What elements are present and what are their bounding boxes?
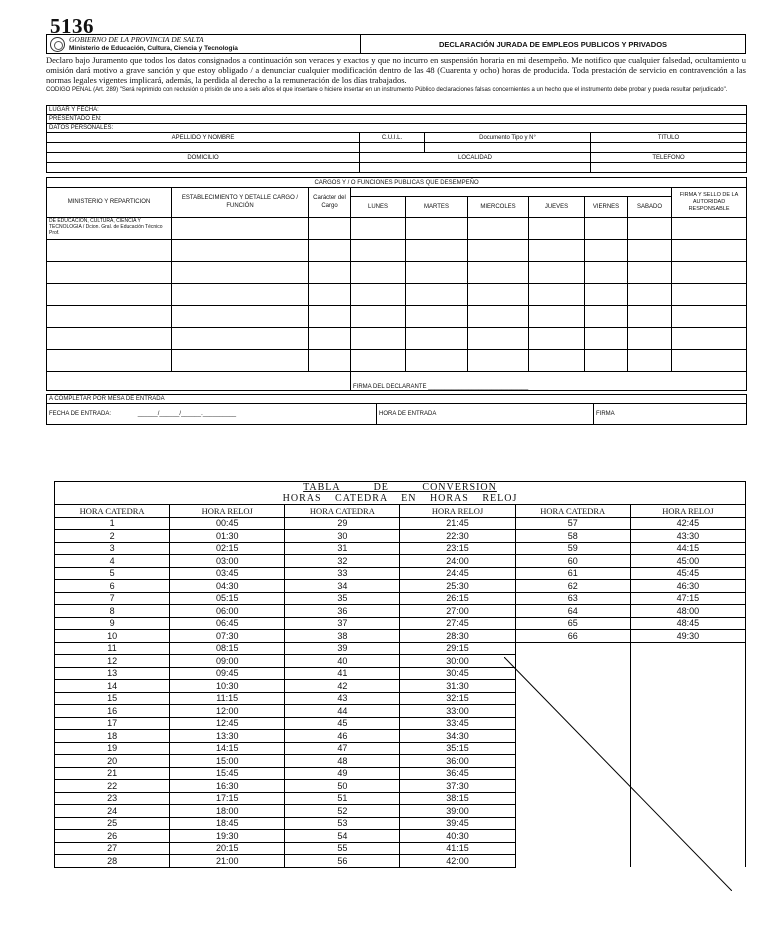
conversion-cell: 66 [515,630,630,643]
conversion-header-cell: HORA CATEDRA [55,505,170,518]
conversion-cell: 36:00 [400,755,515,768]
conversion-cell: 14 [55,680,170,693]
conversion-cell: 08:15 [170,642,285,655]
mesa-entrada-table [46,394,747,425]
conversion-cell: 31:30 [400,680,515,693]
cargo-cell[interactable] [309,350,351,372]
cargo-cell[interactable] [309,262,351,284]
conversion-cell: 11 [55,642,170,655]
cargo-cell[interactable] [672,328,747,350]
cargo-cell[interactable] [628,240,672,262]
cargo-ministerio-cell[interactable]: DE EDUCACION, CULTURA, CIENCIA Y TECNOLOGIA / Dcion. Gral. de Educación Técnico Prof. [47,218,172,240]
conversion-cell: 18:45 [170,817,285,830]
table-row [55,592,746,605]
cargo-cell[interactable] [309,240,351,262]
conversion-cell: 44 [285,705,400,718]
conversion-title: TABLA DE CONVERSION [55,482,746,494]
conversion-cell: 45:00 [630,555,745,568]
cargo-cell[interactable] [172,262,309,284]
cargo-cell[interactable] [309,328,351,350]
form-title: DECLARACIÓN JURADA DE EMPLEOS PUBLICOS Y PRIVADOS [438,39,668,49]
conversion-cell: 11:15 [170,692,285,705]
cargo-cell[interactable] [628,306,672,328]
conversion-cell: 4 [55,555,170,568]
conversion-cell: 16:30 [170,780,285,793]
conversion-cell: 29 [285,517,400,530]
conversion-cell: 15 [55,692,170,705]
cargo-cell[interactable] [351,240,406,262]
day-header-jueves: JUEVES [529,197,585,218]
conversion-cell: 20 [55,755,170,768]
table-row [55,580,746,593]
firma-field[interactable]: FIRMA [594,404,747,425]
conversion-cell: 38 [285,630,400,643]
conversion-cell: 33:45 [400,717,515,730]
cargo-cell[interactable] [585,328,628,350]
form-number: 5136 [50,14,94,38]
cargo-cell[interactable] [309,218,351,240]
cargo-cell[interactable] [351,328,406,350]
conversion-cell: 34:30 [400,730,515,743]
conversion-cell: 64 [515,605,630,618]
cargo-cell[interactable] [628,284,672,306]
cargo-row [47,284,747,306]
cargo-cell[interactable] [47,350,172,372]
conversion-cell: 41 [285,667,400,680]
cargo-cell[interactable] [309,306,351,328]
conversion-cell: 20:15 [170,842,285,855]
telefono-header: TELEFONO [591,153,747,163]
conversion-cell: 23:15 [400,542,515,555]
domicilio-header: DOMICILIO [47,153,360,163]
conversion-cell: 19:30 [170,830,285,843]
documento-header: Documento Tipo y N° [425,133,591,143]
conversion-cell: 42:00 [400,855,515,868]
cargo-row [47,328,747,350]
table-row [55,617,746,630]
conversion-cell: 9 [55,617,170,630]
conversion-cell: 27:00 [400,605,515,618]
conversion-cell: 54 [285,830,400,843]
cargo-cell[interactable] [585,218,628,240]
conversion-cell: 40 [285,655,400,668]
conversion-cell: 15:45 [170,767,285,780]
conversion-cell: 48:00 [630,605,745,618]
conversion-cell: 26 [55,830,170,843]
conversion-cell: 26:15 [400,592,515,605]
cargo-cell[interactable] [406,328,468,350]
conversion-cell: 56 [285,855,400,868]
conversion-cell: 39:00 [400,805,515,818]
conversion-cell: 27:45 [400,617,515,630]
conversion-cell: 40:30 [400,830,515,843]
conversion-cell: 12 [55,655,170,668]
cargos-title: CARGOS Y / O FUNCIONES PUBLICAS QUE DESEMPEÑO [47,178,747,188]
organization-block [47,35,361,53]
lugar-fecha-field[interactable]: LUGAR Y FECHA: [47,106,747,115]
cargo-cell[interactable] [585,350,628,372]
conversion-cell: 32 [285,555,400,568]
conversion-cell: 2 [55,530,170,543]
cargo-cell[interactable] [672,306,747,328]
conversion-cell: 10:30 [170,680,285,693]
conversion-cell: 13 [55,667,170,680]
day-header-sabado: SABADO [628,197,672,218]
conversion-cell: 46 [285,730,400,743]
conversion-header-cell: HORA RELOJ [630,505,745,518]
conversion-cell: 21:45 [400,517,515,530]
conversion-cell: 06:45 [170,617,285,630]
conversion-cell: 47 [285,742,400,755]
conversion-cell: 31 [285,542,400,555]
cargo-cell[interactable] [47,328,172,350]
conversion-cell: 42 [285,680,400,693]
conversion-cell: 17 [55,717,170,730]
conversion-cell: 28 [55,855,170,868]
fecha-entrada-label: FECHA DE ENTRADA: [49,411,112,417]
conversion-cell: 1 [55,517,170,530]
cancel-diagonal-line [504,657,732,891]
conversion-cell: 50 [285,780,400,793]
conversion-cell: 49:30 [630,630,745,643]
cargo-cell[interactable] [529,284,585,306]
conversion-cell: 17:15 [170,792,285,805]
conversion-cell: 18:00 [170,805,285,818]
mesa-entrada-label: A COMPLETAR POR MESA DE ENTRADA [47,395,747,404]
conversion-cell: 52 [285,805,400,818]
cargo-cell[interactable] [406,306,468,328]
caracter-header: Carácter del Cargo [309,188,351,218]
cargo-cell[interactable] [468,284,529,306]
conversion-cell: 10 [55,630,170,643]
conversion-cell: 01:30 [170,530,285,543]
ministerio-header: MINISTERIO Y REPARTICION [47,188,172,218]
cargo-cell[interactable] [406,218,468,240]
penal-code-text: CODIGO PENAL (Art. 289) "Será reprimido con reclusión o prisión de uno a seis años el que insertare o hiciere insertar en un instrumento Público declaraciones falsas concernientes a un hecho que el instrumento debe probar y pueda resultar perjudicado". [46,87,728,93]
conversion-cell: 35 [285,592,400,605]
cargo-cell[interactable] [585,306,628,328]
cargo-cell[interactable] [406,240,468,262]
cargo-cell[interactable] [529,306,585,328]
conversion-header-cell: HORA CATEDRA [285,505,400,518]
documento-field[interactable] [425,143,591,153]
conversion-cell: 3 [55,542,170,555]
cargo-cell[interactable] [351,262,406,284]
conversion-cell: 30:00 [400,655,515,668]
declaration-text: Declaro bajo Juramento que todos los datos consignados a continuación son veraces y exactos y que no incurro en suspensión horaria en mi desempeño. Me notifico que cualquier falsedad, ocultamiento u omisión dará motivo a grave sanción y que estoy obligado / a denunciar cualquier modificación dentro de las 48 (Cuarenta y ocho) horas de producida. Toda prestación de servicio en contravención a las normas legales vigentes implicará, además, la perdida al derecho a la remuneración de los días trabajados. [46,55,746,86]
cargo-cell[interactable] [47,306,172,328]
cargo-cell[interactable] [309,284,351,306]
cargo-cell[interactable] [529,350,585,372]
conversion-cell: 43 [285,692,400,705]
cargo-cell[interactable] [672,240,747,262]
conversion-cell: 55 [285,842,400,855]
ministry-name: Ministerio de Educación, Cultura, Ciencia y Tecnología [69,45,238,52]
conversion-cell: 49 [285,767,400,780]
conversion-cell: 41:15 [400,842,515,855]
conversion-cell: 48:45 [630,617,745,630]
conversion-cell: 14:15 [170,742,285,755]
firma-sello-header: FIRMA Y SELLO DE LA AUTORIDAD RESPONSABLE [672,188,747,218]
cargo-cell[interactable] [351,350,406,372]
conversion-cell: 5 [55,567,170,580]
cargo-cell[interactable] [351,306,406,328]
day-header-miercoles: MIERCOLES [468,197,529,218]
conversion-header-row [55,505,746,518]
table-row [55,530,746,543]
conversion-cell: 34 [285,580,400,593]
cargo-cell[interactable] [172,240,309,262]
cargo-cell[interactable] [172,218,309,240]
conversion-cell: 45:45 [630,567,745,580]
titulo-field[interactable] [591,143,747,153]
titulo-header: TITULO [591,133,747,143]
cargo-cell[interactable] [406,262,468,284]
conversion-cell: 30:45 [400,667,515,680]
cargo-cell[interactable] [529,218,585,240]
cargo-cell[interactable] [529,328,585,350]
cargo-cell[interactable] [628,350,672,372]
conversion-cell: 22:30 [400,530,515,543]
cargo-cell[interactable] [585,262,628,284]
conversion-cell: 15:00 [170,755,285,768]
conversion-cell: 12:00 [170,705,285,718]
conversion-cell: 13:30 [170,730,285,743]
cargo-cell[interactable] [628,262,672,284]
fecha-entrada-blank: ______/______/______.__________ [137,411,237,417]
cargos-table [46,177,747,391]
conversion-cell: 04:30 [170,580,285,593]
conversion-cell: 30 [285,530,400,543]
conversion-cell [630,642,745,655]
cargo-cell[interactable] [585,240,628,262]
conversion-header-cell: HORA RELOJ [170,505,285,518]
conversion-cell: 53 [285,817,400,830]
table-row [55,517,746,530]
cargo-row [47,350,747,372]
apellido-nombre-header: APELLIDO Y NOMBRE [47,133,360,143]
cargo-cell[interactable] [529,262,585,284]
conversion-cell: 09:45 [170,667,285,680]
conversion-cell: 21:00 [170,855,285,868]
cargo-cell[interactable] [468,306,529,328]
cargo-cell[interactable] [585,284,628,306]
province-seal-icon [50,37,65,52]
conversion-cell: 43:30 [630,530,745,543]
conversion-cell: 22 [55,780,170,793]
cargo-cell[interactable] [672,218,747,240]
cuil-field[interactable] [360,143,425,153]
conversion-cell: 16 [55,705,170,718]
conversion-cell: 35:15 [400,742,515,755]
conversion-cell: 33:00 [400,705,515,718]
conversion-cell: 07:30 [170,630,285,643]
conversion-cell: 05:15 [170,592,285,605]
conversion-cell: 21 [55,767,170,780]
cargo-cell[interactable] [172,284,309,306]
conversion-cell: 25 [55,817,170,830]
cargo-cell[interactable] [172,306,309,328]
telefono-field[interactable] [591,163,747,173]
conversion-cell: 02:15 [170,542,285,555]
cargo-cell[interactable] [406,350,468,372]
cargo-cell[interactable] [172,350,309,372]
datos-personales-label: DATOS PERSONALES: [47,124,747,133]
conversion-cell: 58 [515,530,630,543]
fecha-entrada-field[interactable] [47,404,377,425]
conversion-cell: 39:45 [400,817,515,830]
conversion-cell: 32:15 [400,692,515,705]
conversion-cell: 8 [55,605,170,618]
cargo-cell[interactable] [47,262,172,284]
conversion-cell: 24 [55,805,170,818]
table-row [55,630,746,643]
cargo-cell[interactable] [47,284,172,306]
conversion-cell: 33 [285,567,400,580]
conversion-cell: 42:45 [630,517,745,530]
cargo-cell[interactable] [672,284,747,306]
conversion-cell: 09:00 [170,655,285,668]
conversion-cell: 03:00 [170,555,285,568]
conversion-header-cell: HORA CATEDRA [515,505,630,518]
firma-declarante-field[interactable]: FIRMA DEL DECLARANTE ______________________________ [351,372,747,391]
conversion-cell: 24:45 [400,567,515,580]
cargo-cell[interactable] [47,240,172,262]
conversion-cell: 57 [515,517,630,530]
localidad-header: LOCALIDAD [360,153,591,163]
cargo-cell[interactable] [468,218,529,240]
conversion-cell: 39 [285,642,400,655]
cargo-cell[interactable] [628,218,672,240]
conversion-cell: 29:15 [400,642,515,655]
cargo-cell[interactable] [406,284,468,306]
cargo-row [47,306,747,328]
cargo-cell[interactable] [529,240,585,262]
conversion-cell: 62 [515,580,630,593]
table-row [55,555,746,568]
signature-row-spacer [47,372,351,391]
conversion-cell: 18 [55,730,170,743]
government-name: GOBIERNO DE LA PROVINCIA DE SALTA [69,35,204,44]
conversion-cell: 45 [285,717,400,730]
cargo-row [47,240,747,262]
conversion-header-cell: HORA RELOJ [400,505,515,518]
conversion-cell: 51 [285,792,400,805]
table-row [55,542,746,555]
domicilio-field[interactable] [47,163,360,173]
conversion-cell: 36 [285,605,400,618]
table-row [55,605,746,618]
table-row [55,567,746,580]
day-header-martes: MARTES [406,197,468,218]
establecimiento-header: ESTABLECIMIENTO Y DETALLE CARGO / FUNCIÓN [172,188,309,218]
table-row [55,642,746,655]
day-header-lunes: LUNES [351,197,406,218]
cargo-row [47,218,747,240]
form-header [46,34,746,54]
conversion-cell: 44:15 [630,542,745,555]
cargo-cell[interactable] [351,284,406,306]
conversion-cell: 65 [515,617,630,630]
conversion-cell: 03:45 [170,567,285,580]
cargo-cell[interactable] [628,328,672,350]
conversion-cell: 24:00 [400,555,515,568]
conversion-cell: 59 [515,542,630,555]
conversion-cell: 27 [55,842,170,855]
conversion-cell: 23 [55,792,170,805]
cargo-cell[interactable] [468,350,529,372]
conversion-cell: 6 [55,580,170,593]
conversion-cell: 63 [515,592,630,605]
cargo-cell[interactable] [468,240,529,262]
cargo-cell[interactable] [672,262,747,284]
conversion-cell: 38:15 [400,792,515,805]
cuil-header: C.U.I.L. [360,133,425,143]
conversion-cell: 36:45 [400,767,515,780]
localidad-field[interactable] [360,163,591,173]
apellido-nombre-field[interactable] [47,143,360,153]
day-header-viernes: VIERNES [585,197,628,218]
conversion-cell: 37 [285,617,400,630]
conversion-cell: 37:30 [400,780,515,793]
conversion-cell: 00:45 [170,517,285,530]
cargo-cell[interactable] [672,350,747,372]
conversion-cell: 28:30 [400,630,515,643]
days-header-spacer [351,188,672,197]
conversion-cell: 46:30 [630,580,745,593]
personal-data-table [46,105,747,173]
cargo-row [47,262,747,284]
cargo-cell[interactable] [468,262,529,284]
conversion-cell [515,642,630,655]
conversion-cell: 47:15 [630,592,745,605]
hora-entrada-field[interactable]: HORA DE ENTRADA [377,404,594,425]
conversion-cell: 12:45 [170,717,285,730]
cargo-cell[interactable] [172,328,309,350]
conversion-cell: 61 [515,567,630,580]
conversion-cell: 06:00 [170,605,285,618]
conversion-cell: 7 [55,592,170,605]
conversion-cell: 60 [515,555,630,568]
cargo-cell[interactable] [468,328,529,350]
conversion-subtitle: HORAS CATEDRA EN HORAS RELOJ [55,493,746,505]
conversion-cell: 25:30 [400,580,515,593]
presentado-en-field[interactable]: PRESENTADO EN: [47,115,747,124]
conversion-cell: 48 [285,755,400,768]
conversion-cell: 19 [55,742,170,755]
cargo-cell[interactable] [351,218,406,240]
